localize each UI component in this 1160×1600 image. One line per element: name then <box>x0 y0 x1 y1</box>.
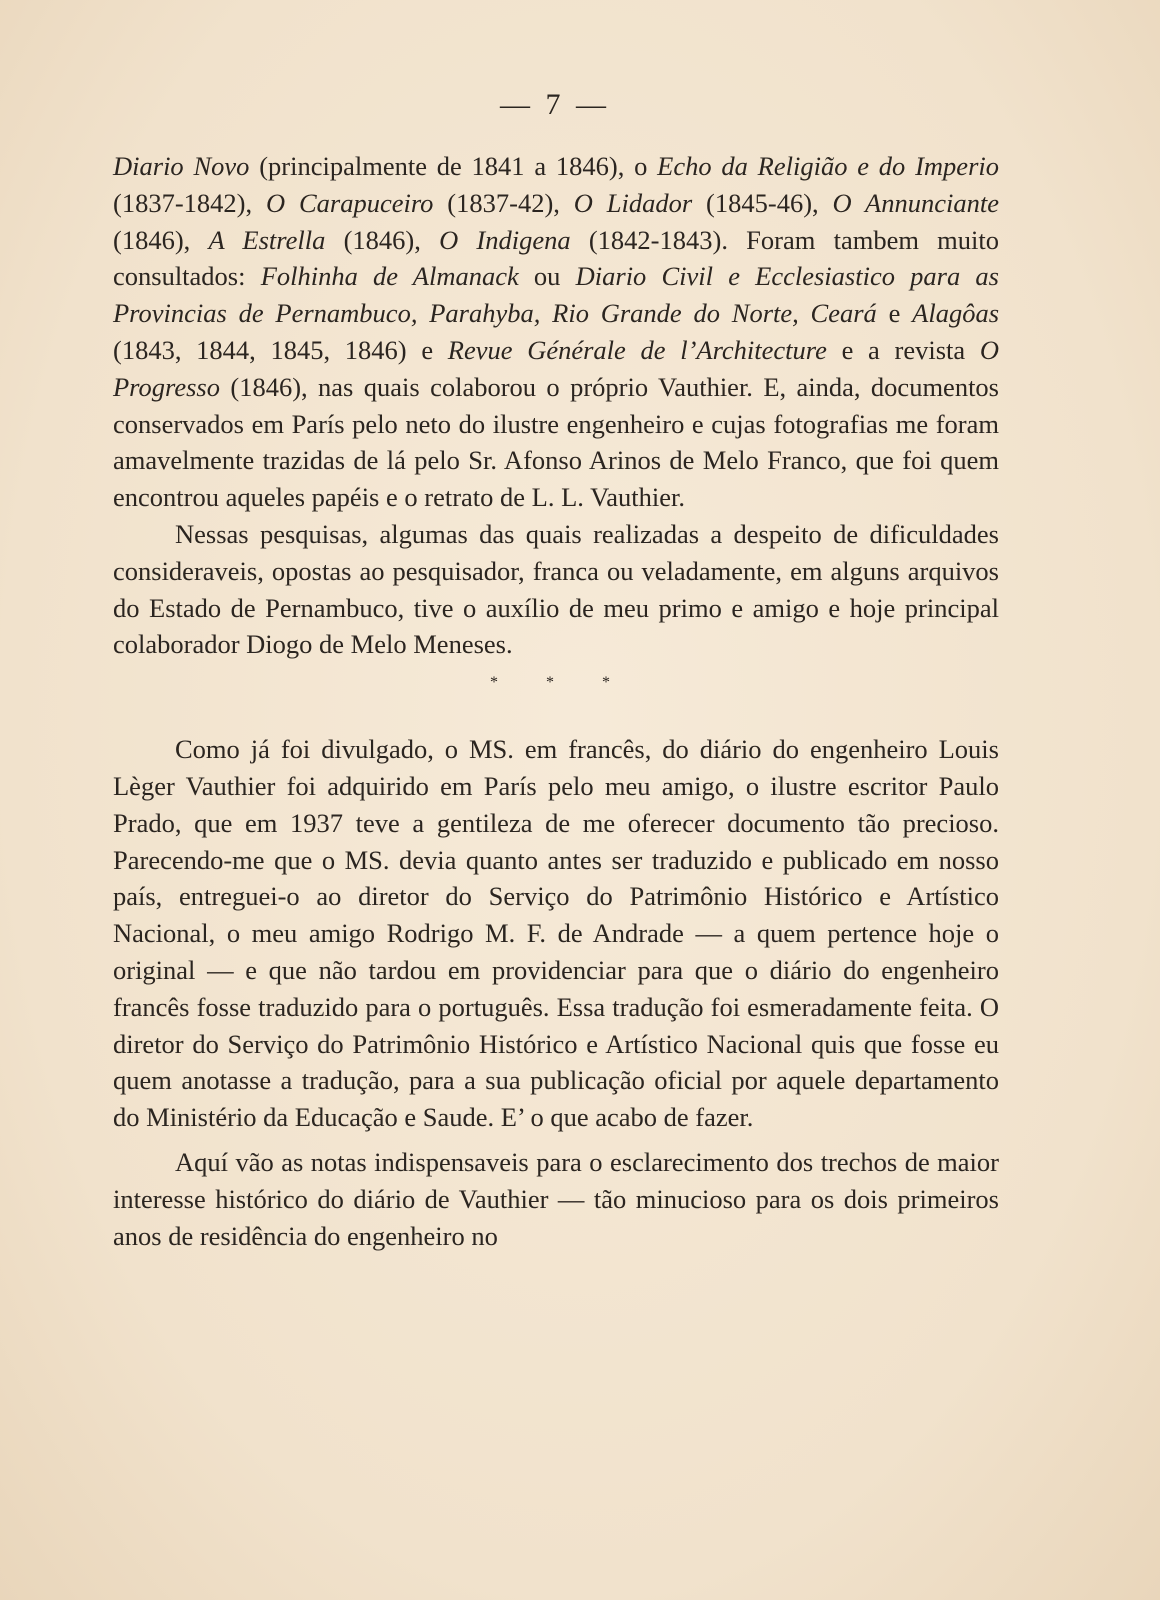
text-run: (1843, 1844, 1845, 1846) e <box>113 334 448 365</box>
italic-title: Diario Novo <box>113 151 250 181</box>
italic-title: Revue Générale de l’Architecture <box>447 334 827 365</box>
italic-title: Echo da Religião e do Imperio <box>657 151 999 181</box>
text-run: ou <box>518 261 576 292</box>
paragraph-manuscript: Como já foi divulgado, o MS. em francês, do diário do engenheiro Louis Lèger Vauthier foi adquirido em París pelo meu amigo, o ilustre escritor Paulo Prado, que em 1937 teve a gentileza de me oferecer documento tão precioso. Parecendo-me que o MS. devia quanto antes ser traduzido e publicado em nosso país, entreguei-o ao diretor do Serviço do Patrimônio Histórico e Artístico Nacional, o meu amigo Rodrigo M. F. de Andrade — a quem pertence hoje o original — e que não tardou em providenciar para que o diário do engenheiro francês fosse traduzido para o português. Essa tradução foi esmeradamente feita. O diretor do Serviço do Patrimônio Histórico e Artístico Nacional quis que fosse eu quem anotasse a tradução, para a sua publicação oficial por aquele departamento do Ministério da Educação e Saude. E’ o que acabo de fazer. <box>113 734 999 1133</box>
text-run: (1846), <box>325 224 440 255</box>
italic-title: O Carapuceiro <box>265 187 434 218</box>
text-run: (1846), nas quais colaborou o próprio Vauthier. E, ainda, documentos conservados em París pelo neto do ilustre engenheiro e cujas fotografias me foram amavelmente trazidas de lá pelo Sr. Afonso Arinos de Melo Franco, que foi quem encontrou aqueles papéis e o retrato de L. L. Vauthier. <box>113 371 999 513</box>
text-run: e <box>876 298 913 329</box>
italic-title: Diario Civil e Ecclesiastico para as Provincias de Pernambuco, Parahyba, Rio Grande do Norte, Ceará <box>113 261 999 329</box>
paragraph-notes: Aquí vão as notas indispensaveis para o esclarecimento dos trechos de maior interesse histórico do diário de Vauthier — tão minucioso para os dois primeiros anos de residência do engenheiro no <box>113 1146 999 1251</box>
italic-title: O Annunciante <box>832 187 999 218</box>
text-run: (1842-1843). Foram tambem muito consultados: <box>113 224 999 292</box>
text-run: (1837-42), <box>433 187 574 218</box>
body-text <box>113 148 999 1254</box>
page-number: — 7 — <box>500 88 610 121</box>
section-separator: * * * <box>490 674 632 692</box>
italic-title: A Estrella <box>208 224 326 255</box>
text-run: e a revista <box>826 334 980 365</box>
paragraph-sources <box>113 148 999 516</box>
italic-title: O Indigena <box>439 224 571 255</box>
italic-title: Alagôas <box>912 298 1000 329</box>
text-run: (1846), <box>113 224 209 255</box>
text-run: (1837-1842), <box>113 187 266 218</box>
text-run: (principalmente de 1841 a 1846), o <box>249 151 658 181</box>
italic-title: O Progresso <box>113 334 999 402</box>
paragraph-research: Nessas pesquisas, algumas das quais realizadas a despeito de dificuldades consideraveis, opostas ao pesquisador, franca ou veladamente, em alguns arquivos do Estado de Pernambuco, tive o auxílio de meu primo e amigo e hoje principal colaborador Diogo de Melo Meneses. <box>113 518 999 660</box>
italic-title: O Lidador <box>573 187 693 218</box>
italic-title: Folhinha de Almanack <box>260 261 519 292</box>
text-run: (1845-46), <box>692 187 833 218</box>
